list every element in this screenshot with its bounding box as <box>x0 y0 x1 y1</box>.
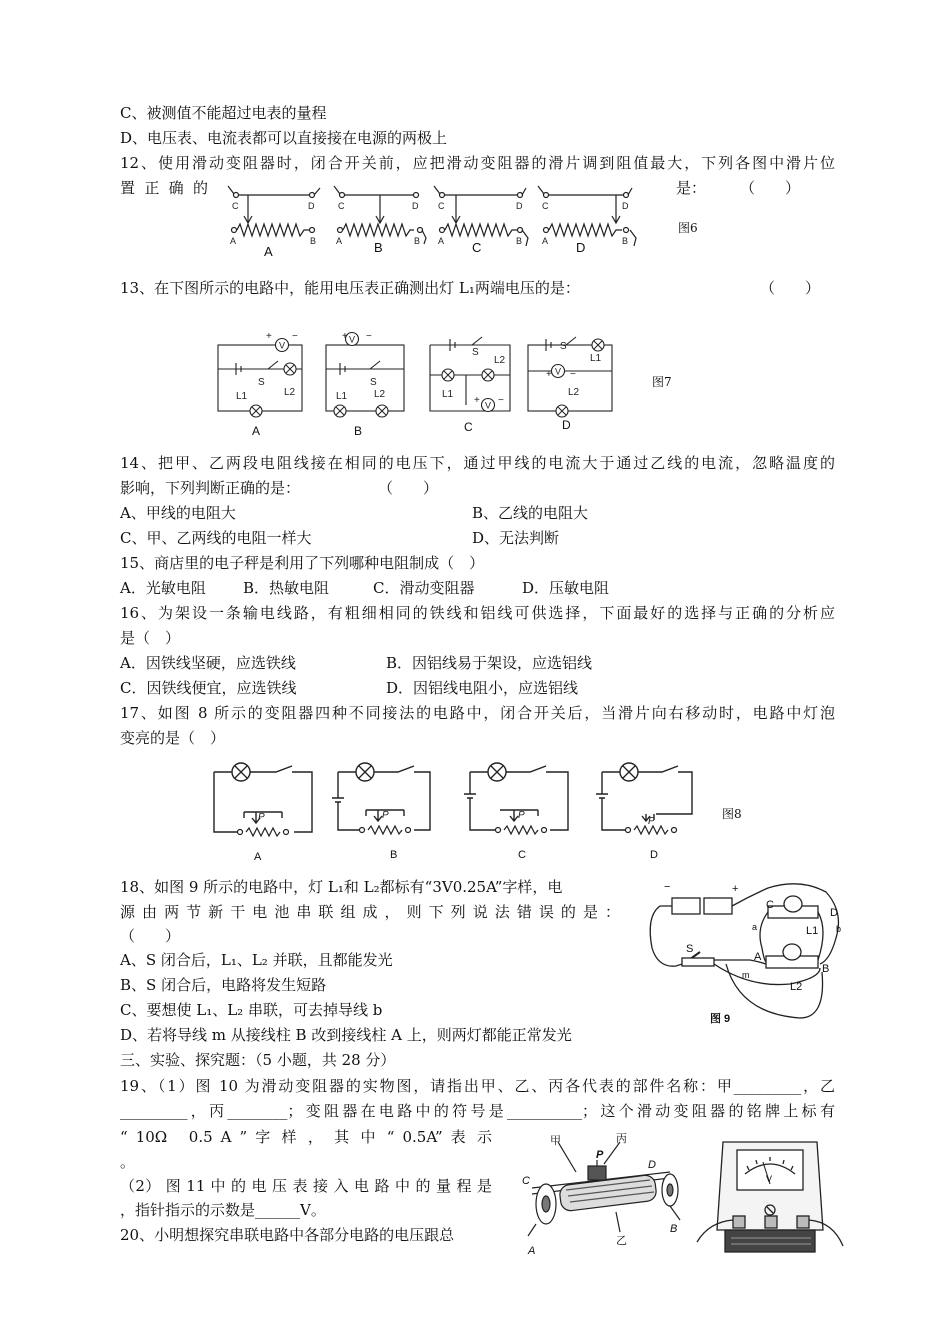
lamp-label: L2 <box>284 387 296 398</box>
slider-label: P <box>648 816 655 827</box>
q12-line1: 12、使用滑动变阻器时，闭合开关前，应把滑动变阻器的滑片调到阻值最大，下列各图中滑片位 <box>120 154 835 172</box>
q16-option-c: C．因铁线便宜，应选铁线 <box>120 679 297 697</box>
svg-text:−: − <box>292 331 298 342</box>
q12-paren: （ ） <box>740 179 801 197</box>
terminal-label: D <box>516 201 523 211</box>
q19-line6: ，指针指示的示数是______V。 <box>120 1201 326 1219</box>
terminal-label: A <box>230 236 237 246</box>
terminal-label: B <box>622 236 629 246</box>
minus-terminal: − <box>664 881 671 893</box>
q16-line2: 是（ ） <box>120 629 181 647</box>
option-label: A <box>252 424 261 438</box>
q18-line1: 18、如图 9 所示的电路中，灯 L₁和 L₂都标有“3V0.25A”字样，电 <box>120 878 563 896</box>
part-label: 甲 <box>550 1135 561 1147</box>
q16-option-a: A．因铁线坚硬，应选铁线 <box>120 654 296 672</box>
switch-label: S <box>472 347 479 358</box>
q14-paren: （ ） <box>378 479 439 497</box>
q12-line2a: 置 正 确 的 <box>120 179 208 197</box>
q11-option-c: C、被测值不能超过电表的量程 <box>120 104 327 122</box>
terminal-label: C <box>766 899 774 911</box>
q13-paren: （ ） <box>760 279 821 297</box>
lamp-label: L1 <box>442 389 454 400</box>
terminal-label: C <box>542 201 549 211</box>
lamp-label: L1 <box>806 925 819 937</box>
option-label: C <box>464 420 473 434</box>
q19-line5: （2） 图 11 中 的 电 压 表 接 入 电 路 中 的 量 程 是 <box>120 1177 492 1195</box>
terminal-label: C <box>522 1175 530 1187</box>
option-label: D <box>562 418 571 432</box>
part-label: 乙 <box>616 1235 627 1247</box>
q16-option-b: B．因铝线易于架设，应选铝线 <box>386 654 593 672</box>
svg-text:−: − <box>570 369 576 380</box>
lamp-label: L1 <box>590 353 602 364</box>
wire-label: a <box>752 922 758 932</box>
lamp-label: L2 <box>568 387 580 398</box>
q15-text: 15、商店里的电子秤是利用了下列哪种电阻制成（ ） <box>120 554 485 572</box>
q17-line2: 变亮的是（ ） <box>120 729 226 747</box>
svg-text:+: + <box>266 331 272 342</box>
lamp-label: L1 <box>236 391 248 402</box>
option-label: B <box>374 240 383 255</box>
figure-10-rheostat <box>520 1132 690 1258</box>
figure-7: V + − S L1 L2 + − S L1 L2 S L2 L1 + − S L1 + − L2 A B C D <box>210 325 620 440</box>
q20-line1: 20、小明想探究串联电路中各部分电路的电压跟总 <box>120 1226 455 1244</box>
q14-option-a: A、甲线的电阻大 <box>120 504 236 522</box>
lamp-label: L2 <box>790 981 803 993</box>
terminal-label: B <box>516 236 523 246</box>
q19-line2: _________，丙________；变阻器在电路中的符号是__________；这个滑动变阻器的铭牌上标有 <box>120 1102 835 1120</box>
option-label: D <box>650 849 658 861</box>
svg-text:+: + <box>474 395 480 406</box>
switch-label: S <box>258 377 265 388</box>
q18-option-d: D、若将导线 m 从接线柱 B 改到接线柱 A 上，则两灯都能正常发光 <box>120 1026 572 1044</box>
terminal-label: A <box>754 951 762 963</box>
slider-label: P <box>258 812 265 823</box>
option-label: C <box>518 849 526 861</box>
q14-option-c: C、甲、乙两线的电阻一样大 <box>120 529 312 547</box>
rheostat-a <box>228 186 320 236</box>
svg-text:+: + <box>546 369 552 380</box>
q15-option-a: A．光敏电阻 <box>120 579 206 597</box>
switch-label: S <box>686 943 694 955</box>
q18-option-c: C、要想使 L₁、L₂ 串联，可去掉导线 b <box>120 1001 383 1019</box>
lamp-label: L2 <box>374 389 386 400</box>
figure-8 <box>208 758 698 866</box>
q14-line1: 14、把甲、乙两段电阻线接在相同的电压下，通过甲线的电流大于通过乙线的电流，忽略温度的 <box>120 454 835 472</box>
terminal-label: C <box>438 201 445 211</box>
terminal-label: D <box>830 907 838 919</box>
svg-text:−: − <box>498 395 504 406</box>
slider-label: P <box>382 810 389 821</box>
figure-8-label: 图8 <box>722 807 742 821</box>
q12-line2b: 是： <box>676 179 707 197</box>
terminal-label: C <box>338 201 345 211</box>
terminal-label: A <box>438 236 445 246</box>
q14-option-b: B、乙线的电阻大 <box>472 504 589 522</box>
plus-terminal: + <box>732 883 739 895</box>
q19-line1: 19、（1）图 10 为滑动变阻器的实物图，请指出甲、乙、丙各代表的部件名称：甲_________，乙 <box>120 1077 835 1095</box>
terminal-label: D <box>308 201 315 211</box>
q15-option-b: B．热敏电阻 <box>243 579 330 597</box>
q19-line4: 。 <box>120 1153 136 1171</box>
q11-option-d: D、电压表、电流表都可以直接接在电源的两极上 <box>120 129 448 147</box>
switch-label: S <box>370 377 377 388</box>
lamp-label: L1 <box>336 391 348 402</box>
terminal-label: A <box>528 1245 536 1257</box>
part-label: 丙 <box>616 1133 627 1145</box>
q19-line3: “ 10Ω 0.5 A ” 字 样 ， 其 中 “ 0.5A” 表 示 <box>120 1128 492 1146</box>
terminal-label: D <box>412 201 419 211</box>
terminal-label: D <box>648 1159 656 1171</box>
figure-6 <box>220 178 660 260</box>
q17-line1: 17、如图 8 所示的变阻器四种不同接法的电路中，闭合开关后，当滑片向右移动时，电路中灯泡 <box>120 704 835 722</box>
figure-7-label: 图7 <box>652 375 672 389</box>
terminal-label: B <box>414 236 421 246</box>
wire-label: m <box>742 970 750 980</box>
q18-line3: （ ） <box>120 927 181 945</box>
terminal-label: A <box>336 236 343 246</box>
option-label: C <box>472 240 482 255</box>
q16-line1: 16、为架设一条输电线路，有粗细相同的铁线和铝线可供选择，下面最好的选择与正确的分析应 <box>120 604 835 622</box>
q16-option-d: D．因铝线电阻小，应选铝线 <box>386 679 579 697</box>
slider-label: P <box>596 1149 604 1161</box>
q15-option-d: D．压敏电阻 <box>522 579 610 597</box>
terminal-label: B <box>310 236 317 246</box>
figure-9-label: 图 9 <box>710 1013 731 1025</box>
q13-text: 13、在下图所示的电路中，能用电压表正确测出灯 L₁两端电压的是： <box>120 279 580 297</box>
svg-text:−: − <box>366 331 372 342</box>
option-label: B <box>390 849 398 861</box>
terminal-label: B <box>822 963 830 975</box>
option-label: B <box>354 424 363 438</box>
wire-label: b <box>836 924 842 934</box>
option-label: A <box>254 851 262 863</box>
q18-option-b: B、S 闭合后，电路将发生短路 <box>120 976 327 994</box>
svg-text:+: + <box>342 331 348 342</box>
terminal-label: A <box>542 236 549 246</box>
option-label: D <box>576 240 586 255</box>
q18-option-a: A、S 闭合后，L₁、L₂ 并联，且都能发光 <box>120 951 393 969</box>
switch-label: S <box>560 341 567 352</box>
terminal-label: B <box>670 1223 678 1235</box>
terminal-label: D <box>622 201 629 211</box>
figure-6-label: 图6 <box>678 221 698 235</box>
figure-11-voltmeter <box>695 1136 845 1260</box>
terminal-label: C <box>232 201 239 211</box>
rheostat-b <box>334 186 426 244</box>
slider-label: P <box>518 810 525 821</box>
figure-9 <box>630 868 855 1028</box>
q15-option-c: C．滑动变阻器 <box>373 579 475 597</box>
rheostat-c <box>434 186 528 246</box>
section-3-heading: 三、实验、探究题：（5 小题，共 28 分） <box>120 1051 396 1069</box>
meter-unit-label: V <box>766 1174 773 1184</box>
q18-line2: 源 由 两 节 新 干 电 池 串 联 组 成 ， 则 下 列 说 法 错 误 的 是 ： <box>120 903 620 921</box>
option-label: A <box>264 244 273 259</box>
q14-option-d: D、无法判断 <box>472 529 560 547</box>
q14-line2: 影响，下列判断正确的是： <box>120 479 301 497</box>
lamp-label: L2 <box>494 355 506 366</box>
